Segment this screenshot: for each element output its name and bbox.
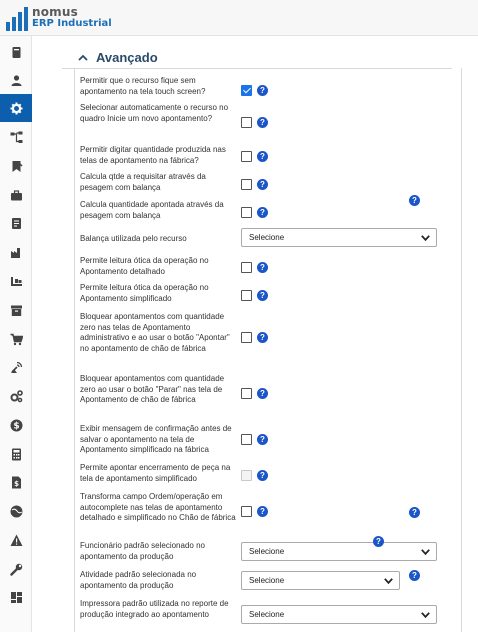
- top-bar: [0, 0, 478, 36]
- archive-box-icon: [10, 304, 23, 317]
- bookmark-icon: [10, 160, 23, 173]
- setting-label: Permite leitura ótica da operação no Apontamento detalhado: [80, 256, 209, 276]
- setting-select[interactable]: [241, 542, 437, 561]
- setting-checkbox[interactable]: [241, 388, 252, 399]
- setting-label: Transforma campo Ordem/operação em autocomplete nas telas de apontamento detalhado e simplificado no Chão de fábrica: [80, 492, 236, 523]
- sidebar-item-dollar[interactable]: [0, 411, 32, 439]
- sidebar-item-bookmark[interactable]: [0, 152, 32, 180]
- sidebar-item-globe[interactable]: [0, 497, 32, 525]
- sidebar-item-calculator[interactable]: [0, 440, 32, 468]
- sidebar-item-org-chart[interactable]: [0, 123, 32, 151]
- setting-checkbox[interactable]: [241, 332, 252, 343]
- help-icon[interactable]: ?: [257, 207, 268, 218]
- help-icon[interactable]: ?: [257, 388, 268, 399]
- sidebar-item-briefcase[interactable]: [0, 181, 32, 209]
- setting-label: Calcula qtde a requisitar através da pesagem com balança: [80, 172, 206, 192]
- sidebar-item-wrench[interactable]: [0, 555, 32, 583]
- satellite-icon: [10, 361, 23, 374]
- setting-checkbox[interactable]: [241, 262, 252, 273]
- section-toggle[interactable]: [78, 50, 158, 65]
- factory-icon: [10, 246, 23, 259]
- setting-select[interactable]: [241, 228, 437, 247]
- main-content: [32, 36, 478, 632]
- sidebar-item-warning[interactable]: [0, 526, 32, 554]
- section-divider: [62, 68, 452, 69]
- dashboard-icon: [10, 591, 23, 604]
- setting-label: Bloquear apontamentos com quantidade zero nas telas de Apontamento administrativo e ao usar o botão "Apontar" no apontamento de chão de fábrica: [80, 312, 230, 354]
- select-value: Selecione: [249, 576, 285, 585]
- help-icon[interactable]: ?: [409, 570, 420, 581]
- brand-name: nomus: [32, 5, 78, 19]
- help-icon[interactable]: ?: [257, 179, 268, 190]
- help-icon[interactable]: ?: [409, 507, 420, 518]
- document-icon: [10, 217, 23, 230]
- setting-checkbox[interactable]: [241, 434, 252, 445]
- setting-label: Selecionar automaticamente o recurso no quadro Inicie um novo apontamento?: [80, 103, 229, 123]
- setting-label: Permite apontar encerramento de peça na tela de apontamento simplificado: [80, 463, 231, 483]
- cart-icon: [10, 333, 23, 346]
- help-icon[interactable]: ?: [257, 506, 268, 517]
- select-value: Selecione: [249, 547, 285, 556]
- help-icon[interactable]: ?: [257, 151, 268, 162]
- setting-label: Permitir digitar quantidade produzida nas telas de apontamento na fábrica?: [80, 145, 226, 165]
- setting-label: Funcionário padrão selecionado no apontamento da produção: [80, 541, 205, 561]
- section-title: Avançado: [96, 50, 158, 65]
- setting-checkbox[interactable]: [241, 179, 252, 190]
- sidebar-item-gears[interactable]: [0, 382, 32, 410]
- help-icon[interactable]: ?: [257, 332, 268, 343]
- setting-select[interactable]: [241, 605, 437, 624]
- sidebar-item-forklift[interactable]: [0, 267, 32, 295]
- setting-checkbox[interactable]: [241, 151, 252, 162]
- logo-mark-icon: [6, 7, 28, 31]
- sidebar-item-gear[interactable]: [0, 94, 32, 122]
- sidebar-item-archive-box[interactable]: [0, 296, 32, 324]
- help-icon[interactable]: ?: [257, 290, 268, 301]
- sidebar: [0, 36, 32, 632]
- user-icon: [10, 74, 23, 87]
- setting-checkbox[interactable]: [241, 117, 252, 128]
- help-icon[interactable]: ?: [257, 262, 268, 273]
- sidebar-item-user[interactable]: [0, 66, 32, 94]
- gear-icon: [10, 102, 23, 115]
- setting-checkbox[interactable]: [241, 290, 252, 301]
- setting-label: Atividade padrão selecionada no apontamento da produção: [80, 570, 197, 590]
- setting-select[interactable]: [241, 571, 400, 590]
- select-value: Selecione: [249, 233, 285, 242]
- sidebar-item-document[interactable]: [0, 209, 32, 237]
- setting-checkbox[interactable]: [241, 207, 252, 218]
- wrench-icon: [10, 563, 23, 576]
- help-icon[interactable]: ?: [373, 536, 384, 547]
- calculator-icon: [10, 448, 23, 461]
- help-icon[interactable]: ?: [409, 195, 420, 206]
- sidebar-item-invoice[interactable]: [0, 468, 32, 496]
- panel-border-right: [461, 68, 462, 632]
- dollar-icon: [10, 419, 23, 432]
- gears-icon: [10, 390, 23, 403]
- warning-icon: [10, 534, 23, 547]
- chevron-up-icon: [78, 54, 88, 61]
- panel-border-left: [74, 68, 75, 632]
- setting-checkbox[interactable]: [241, 506, 252, 517]
- book-icon: [10, 46, 23, 59]
- briefcase-icon: [10, 189, 23, 202]
- select-value: Selecione: [249, 610, 285, 619]
- help-icon[interactable]: ?: [257, 85, 268, 96]
- help-icon[interactable]: ?: [257, 434, 268, 445]
- svg-text:$: $: [13, 479, 19, 488]
- chevron-down-icon: [421, 235, 430, 241]
- invoice-icon: [10, 476, 23, 489]
- svg-text:$: $: [12, 421, 20, 432]
- setting-label: Permitir que o recurso fique sem apontamento na tela touch screen?: [80, 76, 206, 96]
- setting-label: Impressora padrão utilizada no reporte de produção integrado ao apontamento: [80, 599, 229, 619]
- chevron-down-icon: [421, 612, 430, 618]
- forklift-icon: [10, 275, 23, 288]
- setting-checkbox: [241, 470, 252, 481]
- sidebar-item-factory[interactable]: [0, 238, 32, 266]
- sidebar-item-dashboard[interactable]: [0, 583, 32, 611]
- setting-checkbox[interactable]: [241, 85, 252, 96]
- nomus-logo[interactable]: [6, 7, 112, 31]
- setting-label: Calcula quantidade apontada através da pesagem com balança: [80, 200, 224, 220]
- help-icon[interactable]: ?: [257, 470, 268, 481]
- setting-label: Permite leitura ótica da operação no Apontamento simplificado: [80, 283, 209, 303]
- chevron-down-icon: [421, 549, 430, 555]
- sidebar-item-satellite[interactable]: [0, 353, 32, 381]
- help-icon[interactable]: ?: [257, 117, 268, 128]
- sidebar-item-book[interactable]: [0, 38, 32, 66]
- globe-icon: [10, 505, 23, 518]
- chevron-down-icon: [384, 578, 393, 584]
- setting-label: Balança utilizada pelo recurso: [80, 234, 187, 243]
- setting-label: Bloquear apontamentos com quantidade zero ao usar o botão "Parar" nas tela de Apontamento de chão de fábrica: [80, 374, 225, 405]
- org-chart-icon: [10, 131, 23, 144]
- product-name: ERP Industrial: [32, 18, 112, 29]
- setting-label: Exibir mensagem de confirmação antes de salvar o apontamento na tela de Apontamento simplificado na fábrica: [80, 424, 232, 455]
- sidebar-item-cart[interactable]: [0, 325, 32, 353]
